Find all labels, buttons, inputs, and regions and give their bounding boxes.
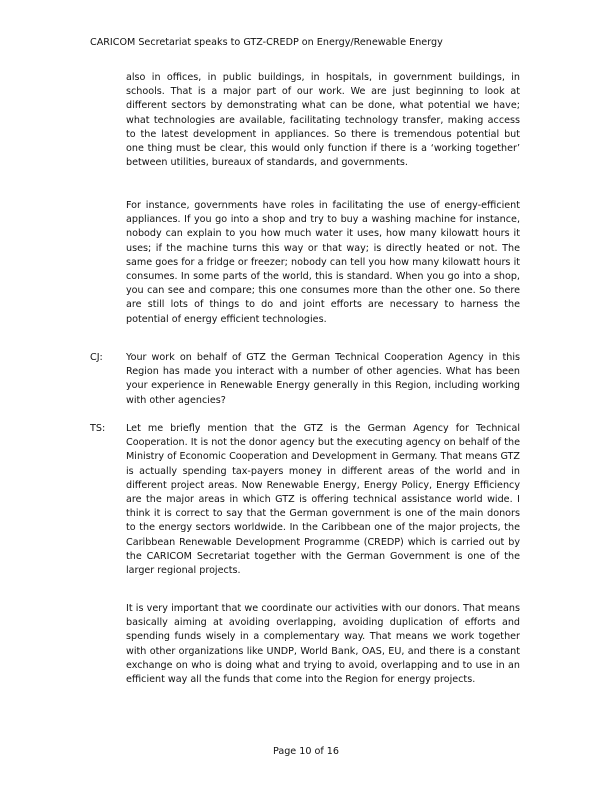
running-header: CARICOM Secretariat speaks to GTZ-CREDP on Energy/Renewable Energy: [90, 37, 443, 48]
speaker-label-ts: TS:: [90, 423, 106, 434]
paragraph-cj-question: Your work on behalf of GTZ the German Technical Cooperation Agency in this Region has made you interact with a number of other agencies. What has been your experience in Renewable Energy generally in this Region, including working with other agencies?: [126, 352, 520, 406]
paragraph-coordination: It is very important that we coordinate our activities with our donors. That means basically aiming at avoiding overlapping, avoiding duplication of efforts and spending funds wisely in a complementary way. That means we work together with other organizations like UNDP, World Bank, OAS, EU, and there is a constant exchange on who is doing what and trying to avoid, overlapping and to use in an efficient way all the funds that come into the Region for energy projects.: [126, 603, 520, 686]
paragraph-ts-answer: Let me briefly mention that the GTZ is the German Agency for Technical Cooperation. It is not the donor agency but the executing agency on behalf of the Ministry of Economic Cooperation and Development in Germany. That means GTZ is actually spending tax-payers money in different areas of the world and in different project areas. Now Renewable Energy, Energy Policy, Energy Efficiency are the major areas in which GTZ is offering technical assistance world wide. I think it is correct to say that the German government is one of the main donors to the energy sectors worldwide. In the Caribbean one of the major projects, the Caribbean Renewable Development Programme (CREDP) which is carried out by the CARICOM Secretariat together with the German Government is one of the larger regional projects.: [126, 423, 520, 577]
paragraph-appliances: For instance, governments have roles in facilitating the use of energy-efficient appliances. If you go into a shop and try to buy a washing machine for instance, nobody can explain to you how much water it uses, how many kilowatt hours it uses; if the machine turns this way or that way; is directly heated or not. The same goes for a fridge or freezer; nobody can tell you how many kilowatt hours it consumes. In some parts of the world, this is standard. When you go into a shop, you can see and compare; this one consumes more than the other one. So there are still lots of things to do and joint efforts are necessary to harness the potential of energy efficient technologies.: [126, 200, 520, 325]
paragraph-continuation: also in offices, in public buildings, in hospitals, in government buildings, in schools. That is a major part of our work. We are just beginning to look at different sectors by demonstrating what can be done, what potential we have; what technologies are available, facilitating technology transfer, making access to the latest development in appliances. So there is tremendous potential but one thing must be clear, this would only function if there is a ‘working together’ between utilities, bureaux of standards, and governments.: [126, 72, 520, 169]
page-number: Page 10 of 16: [272, 746, 340, 757]
speaker-label-cj: CJ:: [90, 352, 103, 363]
